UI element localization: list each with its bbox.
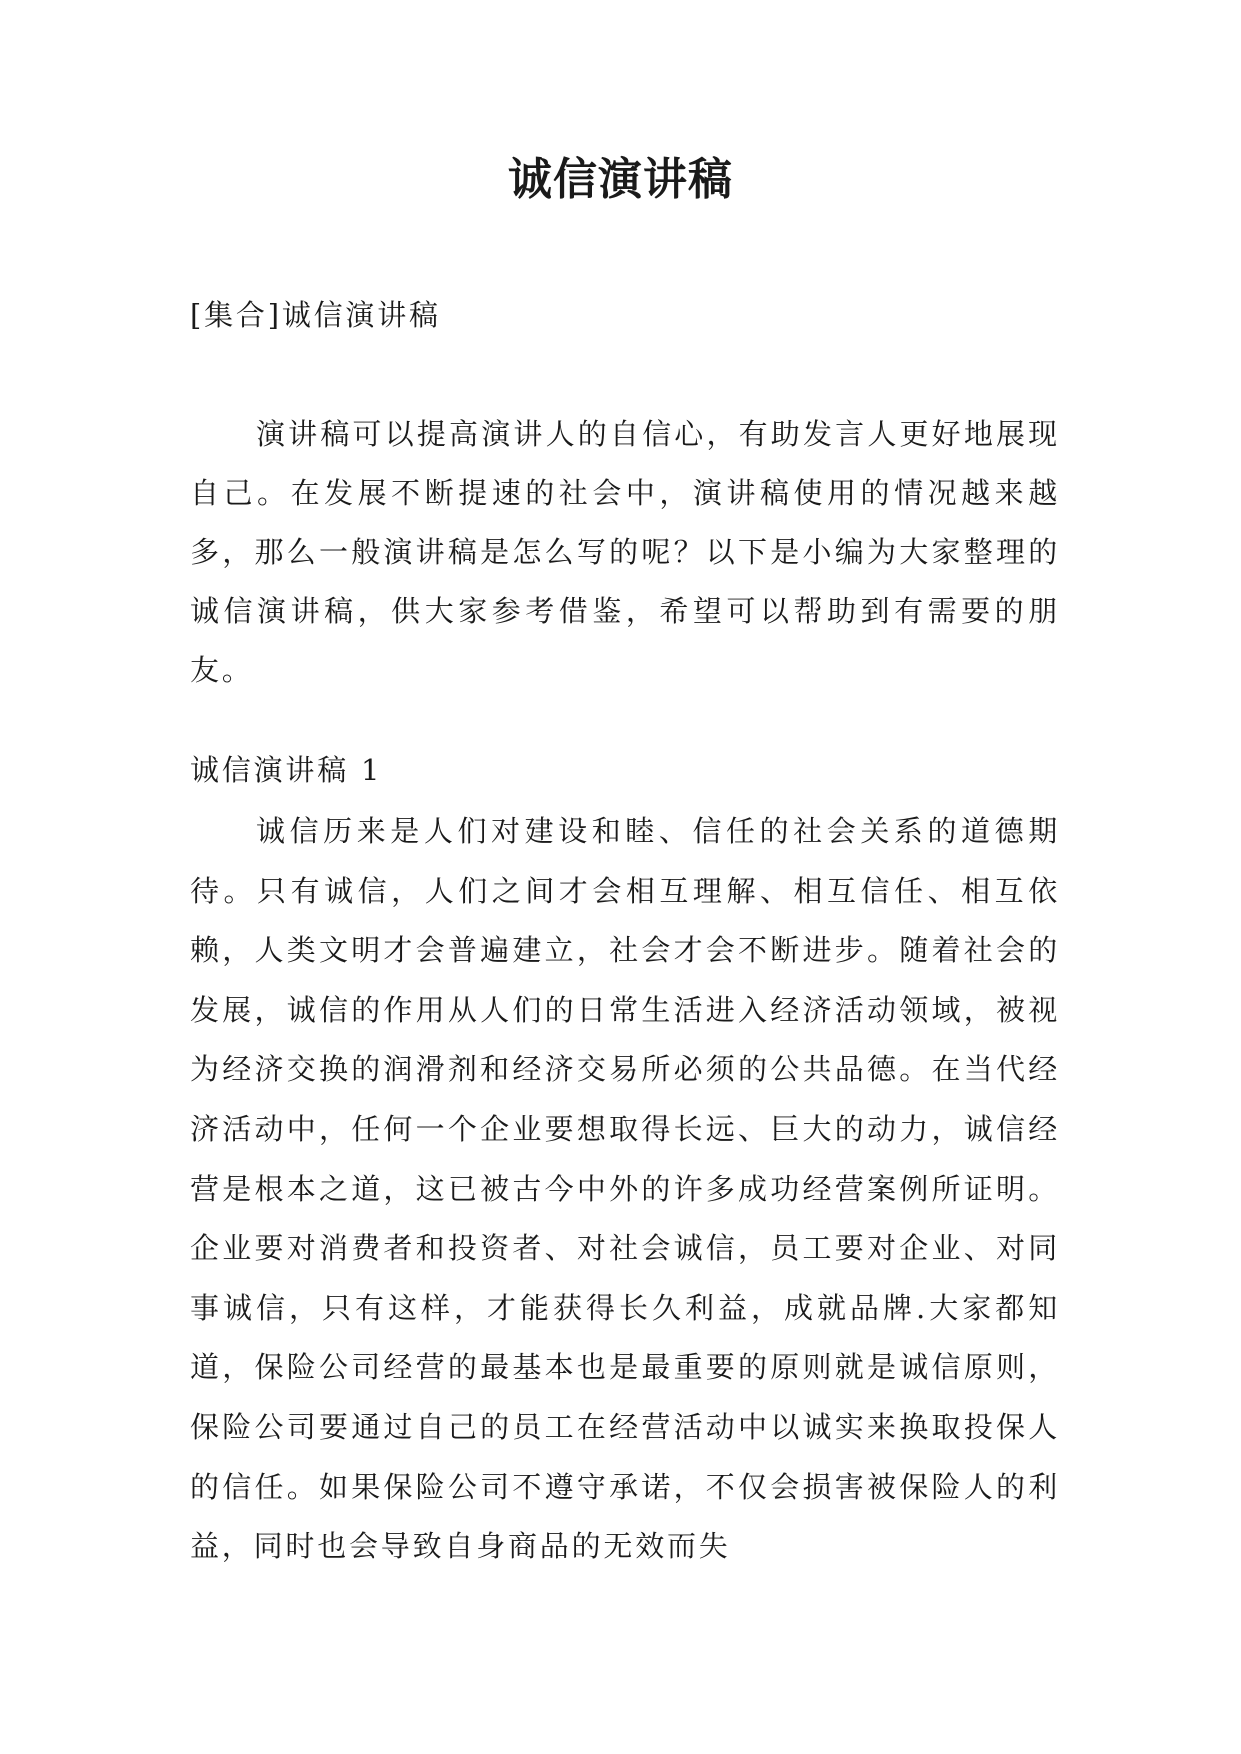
section-heading: 诚信演讲稿 1 — [190, 753, 383, 787]
intro-paragraph: 演讲稿可以提高演讲人的自信心，有助发言人更好地展现自己。在发展不断提速的社会中，演讲稿使用的情况越来越多，那么一般演讲稿是怎么写的呢？以下是小编为大家整理的诚信演讲稿，供大家参考借鉴，希望可以帮助到有需要的朋友。 — [190, 417, 1060, 687]
body-paragraph: 诚信历来是人们对建设和睦、信任的社会关系的道德期待。只有诚信，人们之间才会相互理解、相互信任、相互依赖，人类文明才会普遍建立，社会才会不断进步。随着社会的发展，诚信的作用从人们的日常生活进入经济活动领域，被视为经济交换的润滑剂和经济交易所必须的公共品德。在当代经济活动中，任何一个企业要想取得长远、巨大的动力，诚信经营是根本之道，这已被古今中外的许多成功经营案例所证明。企业要对消费者和投资者、对社会诚信，员工要对企业、对同事诚信，只有这样，才能获得长久利益，成就品牌.大家都知道，保险公司经营的最基本也是最重要的原则就是诚信原则，保险公司要通过自己的员工在经营活动中以诚实来换取投保人的信任。如果保险公司不遵守承诺，不仅会损害被保险人的利益，同时也会导致自身商品的无效而失 — [190, 814, 1060, 1564]
document-title: 诚信演讲稿 — [508, 154, 733, 205]
document-subtitle: [集合]诚信演讲稿 — [190, 298, 441, 332]
